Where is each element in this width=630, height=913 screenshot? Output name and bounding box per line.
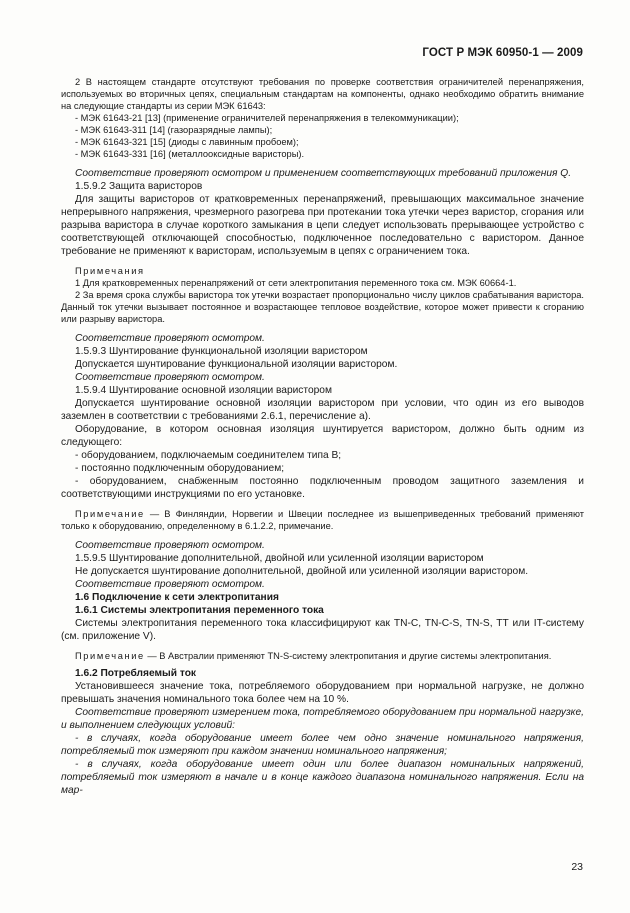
- equipment-list-item: - оборудованием, снабженным постоянно подключенным проводом защитного заземления и соответствующими инструкциями по его установке.: [61, 476, 584, 500]
- section-1594-text-2: Оборудование, в котором основная изоляция шунтируется варистором, должно быть одним из следующего:: [61, 424, 584, 448]
- section-161-title: 1.6.1 Системы электропитания переменного тока: [75, 605, 324, 616]
- section-162-case-1: - в случаях, когда оборудование имеет более чем одно значение номинального напряжения, потребляемый ток измеряют при каждом значении номинального напряжения;: [61, 733, 584, 757]
- note-2-intro: 2 В настоящем стандарте отсутствуют требования по проверке соответствия ограничителей перенапряжения, используемых во вторичных цепях, специальным стандартам на компоненты, однако необходимо обратить внимание на следующие стандарты из серии МЭК 61643:: [61, 77, 584, 111]
- standard-header: ГОСТ Р МЭК 60950-1 — 2009: [422, 47, 583, 59]
- document-body: [61, 76, 584, 797]
- compliance-inspection: Соответствие проверяют осмотром.: [75, 372, 265, 383]
- section-1595-title: 1.5.9.5 Шунтирование дополнительной, двойной или усиленной изоляции варистором: [75, 553, 484, 564]
- page-number: 23: [571, 861, 583, 873]
- section-162-compliance: Соответствие проверяют измерением тока, потребляемого оборудованием при нормальной нагрузке, и выполнением следующих условий:: [61, 707, 584, 731]
- equipment-list-item: - постоянно подключенным оборудованием;: [75, 463, 285, 474]
- note-australia: [61, 650, 584, 662]
- section-162-text: Установившееся значение тока, потребляемого оборудованием при нормальной нагрузке, не должно превышать значения номинального тока более чем на 10 %.: [61, 681, 584, 705]
- standards-list-item: - МЭК 61643-321 [15] (диоды с лавинным пробоем);: [75, 137, 299, 147]
- section-1593-text: Допускается шунтирование функциональной изоляции варистором.: [75, 359, 398, 370]
- section-1592-title: 1.5.9.2 Защита варисторов: [75, 181, 203, 192]
- note-nordic-text: — В Финляндии, Норвегии и Швеции последнее из вышеприведенных требований применяют только к оборудованию, определенному в 6.1.2.2, примечание.: [61, 509, 584, 531]
- note-australia-text: — В Австралии применяют TN-S-систему электропитания и другие системы электропитания.: [144, 651, 552, 661]
- section-1594-text: Допускается шунтирование основной изоляции варистором при условии, что один из его выводов заземлен в соответствии с требованиями 2.6.1, перечисление а).: [61, 398, 584, 422]
- equipment-list-item: - оборудованием, подключаемым соединителем типа В;: [75, 450, 342, 461]
- compliance-inspection: Соответствие проверяют осмотром.: [75, 333, 265, 344]
- section-16-title: 1.6 Подключение к сети электропитания: [75, 592, 279, 603]
- section-162-case-2: - в случаях, когда оборудование имеет один или более диапазон номинальных напряжений, потребляемый ток измеряют в начале и в конце каждого диапазона номинального напряжения. Если на мар-: [61, 759, 584, 796]
- section-1594-title: 1.5.9.4 Шунтирование основной изоляции варистором: [75, 385, 332, 396]
- section-1593-title: 1.5.9.3 Шунтирование функциональной изоляции варистором: [75, 346, 368, 357]
- compliance-inspection: Соответствие проверяют осмотром.: [75, 579, 265, 590]
- section-162-title: 1.6.2 Потребляемый ток: [75, 668, 197, 679]
- note-label: Примечание: [75, 651, 145, 661]
- notes-heading: Примечания: [75, 266, 145, 276]
- note-2: 2 За время срока службы варистора ток утечки возрастает пропорционально числу циклов срабатывания варистора. Данный ток утечки вызывает постоянное и возрастающее тепловое воздействие, которое может привести к сгоранию или разрыву варистора.: [61, 290, 584, 324]
- note-label: Примечание: [75, 509, 145, 519]
- standards-list-item: - МЭК 61643-21 [13] (применение ограничителей перенапряжения в телекоммуникации);: [75, 113, 459, 123]
- section-1592-text: Для защиты варисторов от кратковременных перенапряжений, превышающих максимальное значение непрерывного напряжения, чрезмерного разогрева при протекании тока утечки через варистор, сгорания или разрыва варистора в случае короткого замыкания в цепи следует использовать прерывающее устройство с соответствующей отключающей способностью, подключенное последовательно с варистором. Данное требование не применяют к варисторам, используемым в цепях с ограничением тока.: [61, 194, 584, 257]
- note-nordic: [61, 508, 584, 532]
- note-1: 1 Для кратковременных перенапряжений от сети электропитания переменного тока см. МЭК 60664-1.: [75, 278, 517, 288]
- compliance-annex-q: Соответствие проверяют осмотром и применением соответствующих требований приложения Q.: [75, 168, 572, 179]
- section-161-text: Системы электропитания переменного тока классифицируют как TN-C, TN-C-S, TN-S, TT или IT-систему (см. приложение V).: [61, 618, 584, 642]
- standards-list-item: - МЭК 61643-331 [16] (металлооксидные варисторы).: [75, 149, 305, 159]
- section-1595-text: Не допускается шунтирование дополнительной, двойной или усиленной изоляции варистором.: [75, 566, 529, 577]
- standards-list-item: - МЭК 61643-311 [14] (газоразрядные лампы);: [75, 125, 273, 135]
- compliance-inspection: Соответствие проверяют осмотром.: [75, 540, 265, 551]
